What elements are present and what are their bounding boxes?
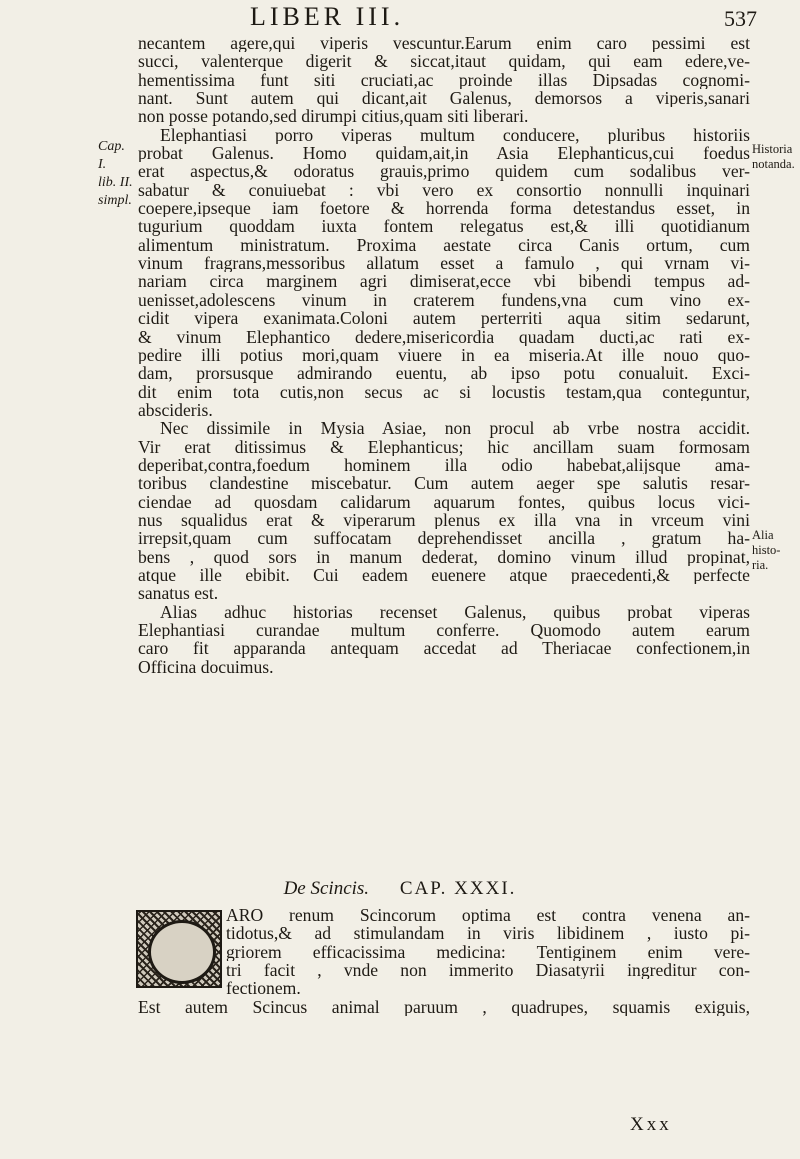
text-line: tugurium quoddam iuxta fontem relegatus est,& illi quotidianum — [138, 217, 750, 236]
text-line: nus squalidus erat & viperarum plenus ex illa vna in vrceum vini — [138, 510, 750, 530]
text-line: sabatur & conuiuebat : vbi vero ex consortio nonnulli inquinari — [138, 180, 750, 200]
text-line: cidit vipera exanimata.Coloni autem perterriti aqua sitim sedarunt, — [138, 309, 750, 328]
chapter-text-line: fectionem. — [226, 979, 301, 998]
text-line: & vinum Elephantico dedere,misericordia quadam ducti,ac rati ex- — [138, 327, 750, 346]
text-line: coepere,ipseque iam foetore & horrenda forma detestandus esset, in — [138, 199, 750, 218]
text-line: toribus clandestine miscebatur. Cum autem aeger spe salutis resar- — [138, 474, 750, 493]
text-line: succi, valenterque digerit & siccat,itaut quidam, qui eam edere,ve- — [138, 52, 750, 71]
chapter-number: CAP. XXXI. — [399, 878, 517, 899]
text-line: pedire illi potius mori,quam viuere in ea miseria.At ille nouo quo- — [138, 345, 750, 365]
margin-note-historia-2: notanda. — [752, 157, 795, 171]
text-line: Elephantiasi porro viperas multum conducere, pluribus historiis — [160, 125, 750, 145]
text-line: bens , quod sors in manum dederat, domino vinum illud propinat, — [138, 547, 750, 566]
text-line: deperibat,contra,foedum hominem illa odio habebat,alijsque ama- — [138, 455, 750, 475]
margin-note-alia-historia — [752, 528, 800, 573]
text-line: Officina docuimus. — [138, 657, 274, 677]
running-title: LIBER III. — [250, 2, 405, 31]
text-line: sanatus est. — [138, 584, 219, 603]
text-line: non posse potando,sed dirumpi citius,quam siti liberari. — [138, 107, 529, 126]
chapter-text-line: griorem efficacissima medicina: Tentiginem enim vere- — [226, 942, 750, 962]
margin-note-alia-2: ria. — [752, 558, 769, 572]
text-line: irrepsit,quam cum suffocatam deprehendisset ancilla , gratum ha- — [138, 529, 750, 548]
chapter-subtitle: De Scincis. — [283, 878, 370, 899]
chapter-text-line: ARO renum Scincorum optima est contra venena an- — [226, 906, 750, 925]
page-header — [0, 0, 800, 34]
text-line: ciendae ad quosdam calidarum aquarum fontes, quibus locus vici- — [138, 492, 750, 511]
text-line: Vir erat ditissimus & Elephanticus; hic ancillam suam formosam — [138, 437, 750, 456]
chapter-text-line: tri facit , vnde non immerito Diasatyrii ingreditur con- — [226, 961, 750, 980]
text-line: atque ille ebibit. Cui eadem euenere atque praecedenti,& perfecte — [138, 565, 750, 585]
text-line: Alias adhuc historias recenset Galenus, quibus probat viperas — [160, 602, 750, 621]
margin-note-alia-1: Alia histo- — [752, 528, 781, 557]
text-line: alimentum ministratum. Proxima aestate circa Canis ortum, cum — [138, 235, 750, 255]
text-line: erat aspectus,& odoratus grauis,primo quidem cum sodalibus ver- — [138, 162, 750, 181]
margin-note-historia-1: Historia — [752, 142, 793, 156]
text-line: caro fit apparanda antequam accedat ad Theriacae confectionem,in — [138, 639, 750, 658]
body-text — [138, 34, 750, 676]
text-line: Nec dissimile in Mysia Asiae, non procul ab vrbe nostra accidit. — [160, 419, 750, 438]
text-line: dit enim tota cutis,non secus ac si locustis testam,qua conteguntur, — [138, 382, 750, 401]
margin-ref-simpl: simpl. — [98, 193, 132, 208]
text-line: Elephantiasi curandae multum conferre. Quomodo autem earum — [138, 621, 750, 640]
text-line: necantem agere,qui viperis vescuntur.Earum enim caro pessimi est — [138, 34, 750, 53]
text-line: uenisset,adolescens vinum in craterem fundens,vna cum vino ex- — [138, 290, 750, 310]
text-line: vinum fragrans,messoribus allatum esset a famulo , qui vrnam vi- — [138, 254, 750, 273]
text-line: nariam circa marginem agri dimiserat,ecce vbi bibendi tempus ad- — [138, 272, 750, 291]
text-line: hementissima funt siti cruciati,ac proinde illas Dipsadas cognomi- — [138, 70, 750, 90]
chapter-text — [138, 906, 750, 1016]
chapter-text-line: Est autem Scincus animal paruum , quadrupes, squamis exiguis, — [138, 997, 750, 1017]
margin-note-chapter-ref — [98, 138, 136, 210]
margin-note-historia — [752, 142, 800, 172]
printer-signature-mark: Xxx — [630, 1114, 672, 1135]
text-line: dam, prorsusque admirando euentu, ab ipso potu conualuit. Exci- — [138, 364, 750, 383]
text-line: abscideris. — [138, 400, 213, 420]
chapter-text-line: tidotus,& ad stimulandam in viris libidinem , iusto pi- — [226, 924, 750, 943]
text-line: nant. Sunt autem qui dicant,ait Galenus, demorsos a viperis,sanari — [138, 89, 750, 108]
text-line: probat Galenus. Homo quidam,ait,in Asia Elephanticus,cui foedus — [138, 144, 750, 163]
chapter-heading — [0, 878, 800, 904]
page-number: 537 — [724, 6, 757, 31]
margin-ref-book: lib. II. — [98, 175, 133, 190]
margin-ref-chapter: Cap. I. — [98, 139, 125, 172]
